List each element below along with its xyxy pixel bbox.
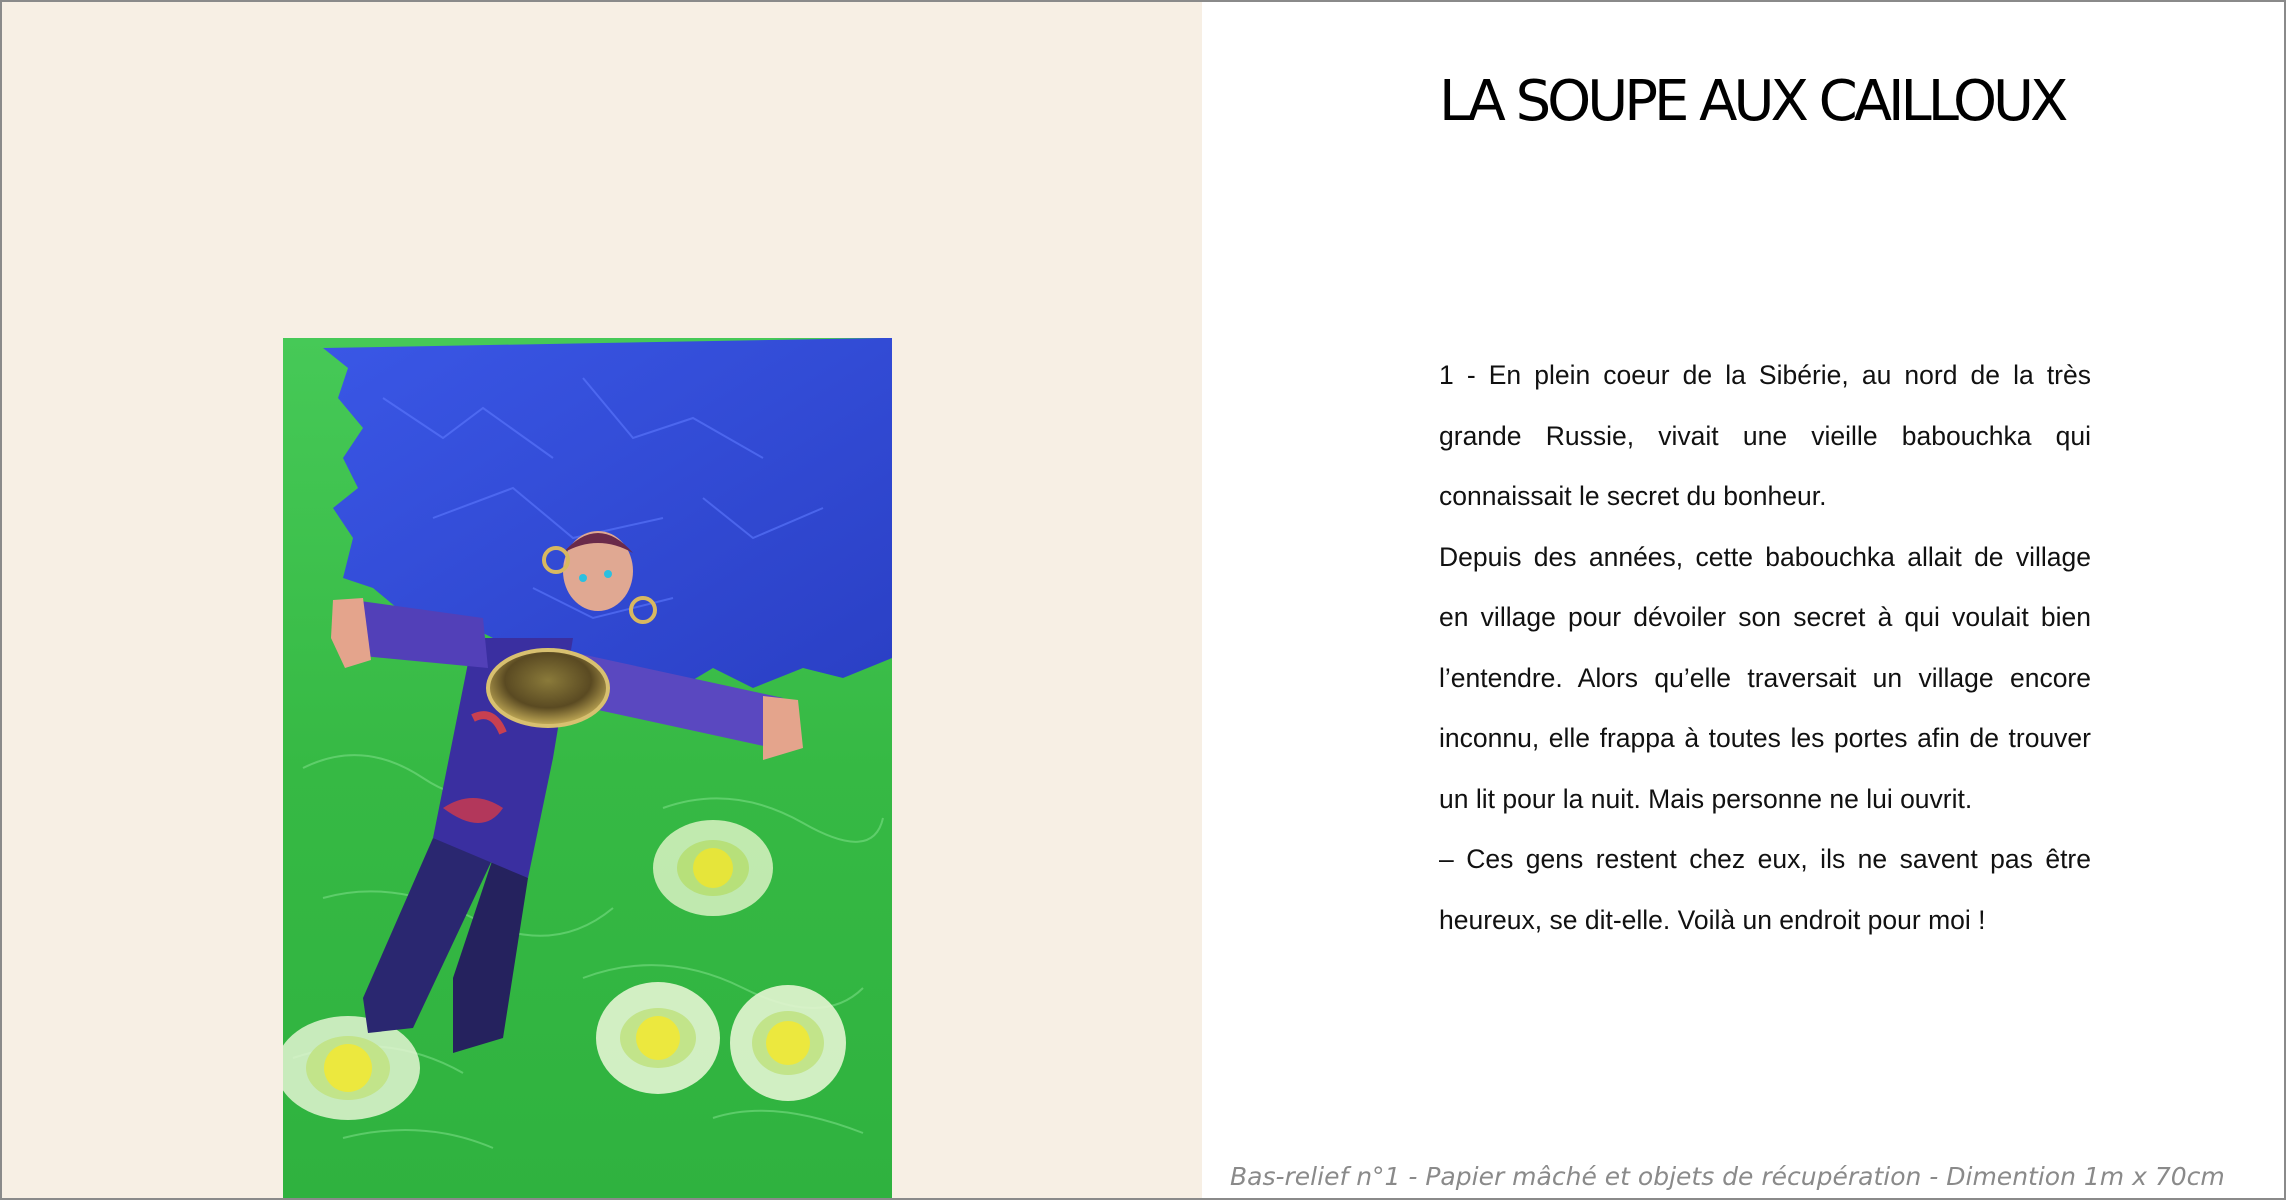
left-page [2, 2, 1202, 1200]
story-paragraph: – Ces gens restent chez eux, ils ne savent pas être heureux, se dit-elle. Voilà un endroit pour moi ! [1439, 844, 2091, 935]
artwork-caption: Bas-relief n°1 - Papier mâché et objets de récupération - Dimention 1m x 70cm [1230, 1162, 2225, 1191]
story-paragraph: 1 - En plein coeur de la Sibérie, au nord de la très grande Russie, vivait une vieille babouchka qui connaissait le secret du bonheur. [1439, 360, 2091, 511]
story-text [1439, 345, 2091, 950]
page-title: LA SOUPE AUX CAILLOUX [1439, 69, 2065, 134]
story-paragraph: Depuis des années, cette babouchka allait de village en village pour dévoiler son secret à qui voulait bien l’entendre. Alors qu’elle traversait un village encore inconnu, elle frappa à toutes les portes afin de trouver un lit pour la nuit. Mais personne ne lui ouvrit. [1439, 541, 2091, 814]
bas-relief-artwork-image [283, 338, 892, 1200]
